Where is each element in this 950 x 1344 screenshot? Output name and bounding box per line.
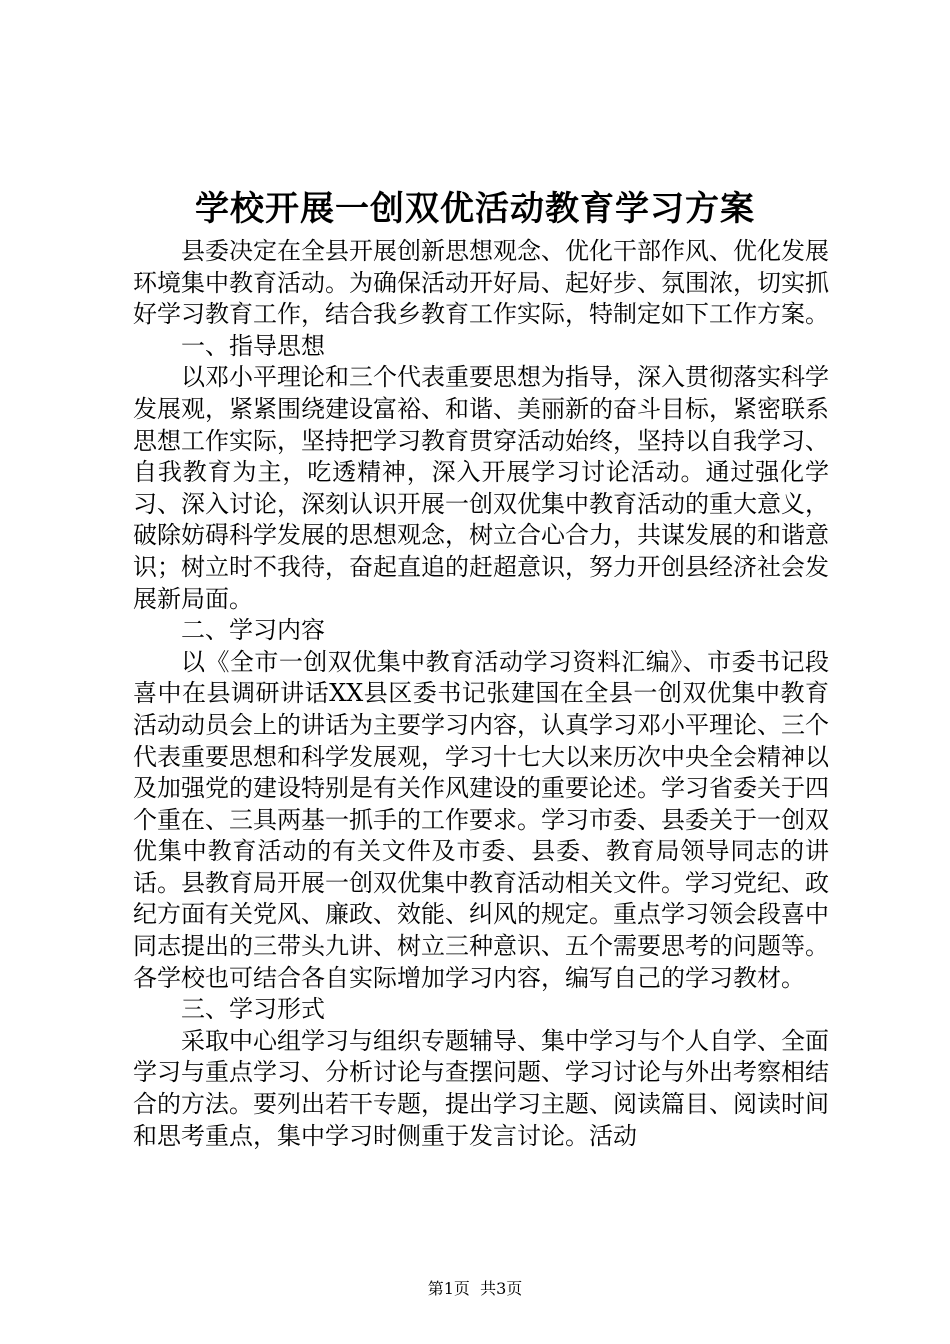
intro-paragraph: 县委决定在全县开展创新思想观念、优化干部作风、优化发展环境集中教育活动。为确保活动开好局、起好步、氛围浓，切实抓好学习教育工作，结合我乡教育工作实际，特制定如下工作方案。	[133, 237, 829, 329]
document-title: 学校开展一创双优活动教育学习方案	[195, 189, 755, 229]
study-content-paragraph: 以《全市一创双优集中教育活动学习资料汇编》、市委书记段喜中在县调研讲话XX县区委书记张建国在全县一创双优集中教育活动动员会上的讲话为主要学习内容，认真学习邓小平理论、三个代表重要思想和科学发展观，学习十七大以来历次中央全会精神以及加强党的建设特别是有关作风建设的重要论述。学习省委关于四个重在、三具两基一抓手的工作要求。学习市委、县委关于一创双优集中教育活动的有关文件及市委、县委、教育局领导同志的讲话。县教育局开展一创双优集中教育活动相关文件。学习党纪、政纪方面有关党风、廉政、效能、纠风的规定。重点学习领会段喜中同志提出的三带头九讲、树立三种意识、五个需要思考的问题等。各学校也可结合各自实际增加学习内容，编写自己的学习教材。	[133, 647, 829, 992]
document-body	[133, 236, 829, 1152]
page-footer	[0, 1278, 950, 1300]
section-heading-study-form: 三、学习形式	[181, 995, 325, 1024]
section-heading-guiding-ideology: 一、指导思想	[181, 331, 325, 360]
section-heading-study-content: 二、学习内容	[181, 616, 325, 645]
page-total: 共3页	[480, 1279, 523, 1298]
page-number: 第1页	[427, 1279, 470, 1298]
study-form-paragraph: 采取中心组学习与组织专题辅导、集中学习与个人自学、全面学习与重点学习、分析讨论与查摆问题、学习讨论与外出考察相结合的方法。要列出若干专题，提出学习主题、阅读篇目、阅读时间和思考重点，集中学习时侧重于发言讨论。活动	[133, 1026, 829, 1150]
guiding-ideology-paragraph: 以邓小平理论和三个代表重要思想为指导，深入贯彻落实科学发展观，紧紧围绕建设富裕、和谐、美丽新的奋斗目标，紧密联系思想工作实际，坚持把学习教育贯穿活动始终，坚持以自我学习、自我教育为主，吃透精神，深入开展学习讨论活动。通过强化学习、深入讨论，深刻认识开展一创双优集中教育活动的重大意义，破除妨碍科学发展的思想观念，树立合心合力，共谋发展的和谐意识；树立时不我待，奋起直追的赶超意识，努力开创县经济社会发展新局面。	[133, 363, 829, 613]
